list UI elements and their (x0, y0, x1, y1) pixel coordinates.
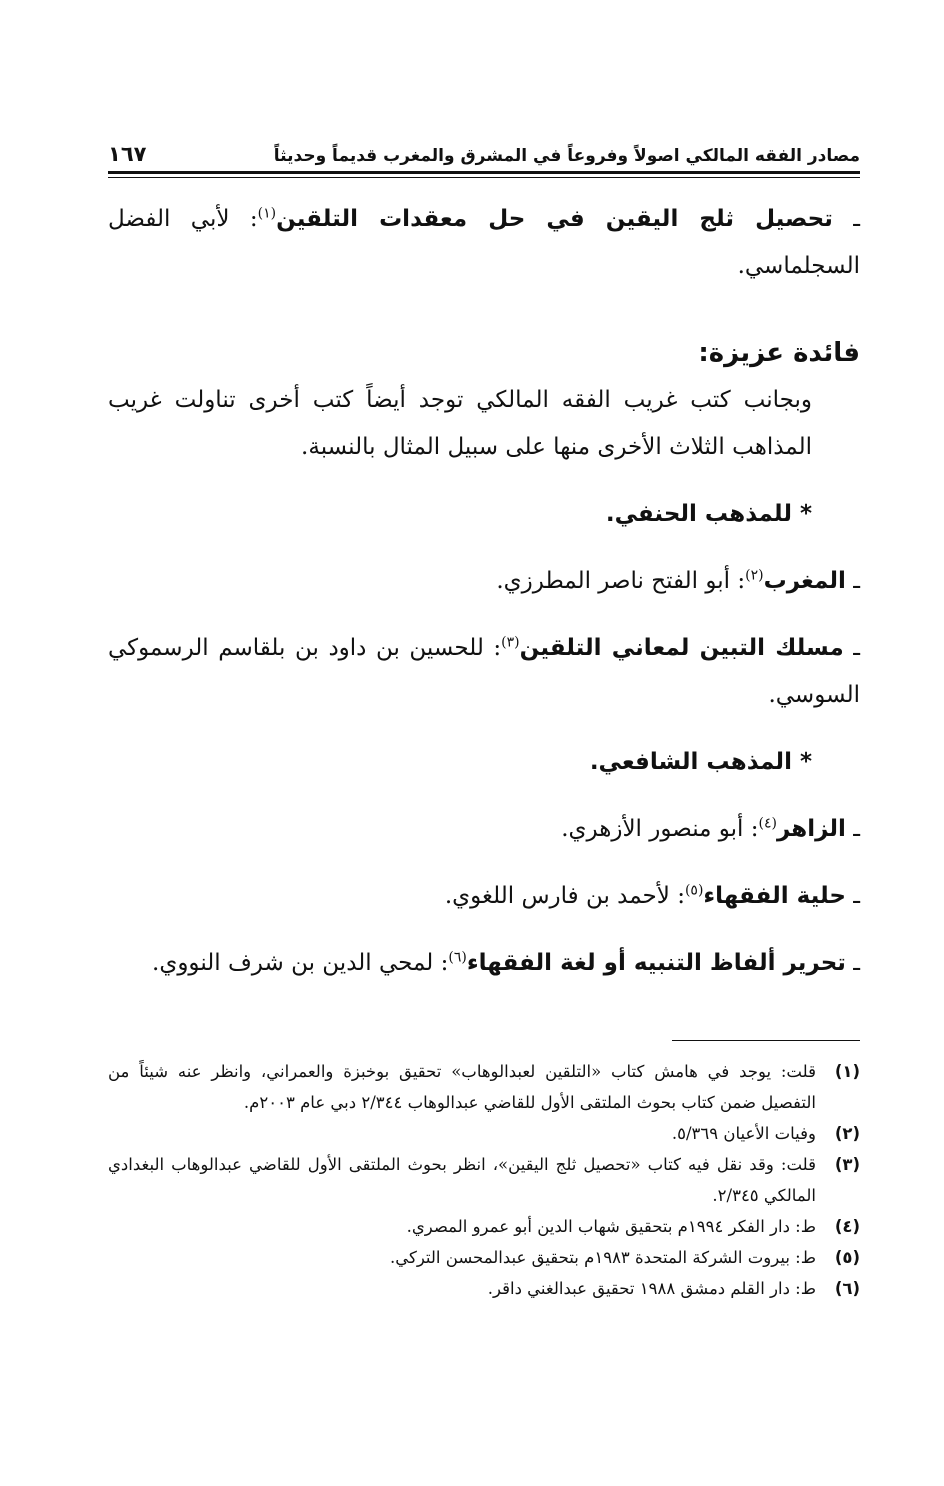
entry-maslak: ـ مسلك التبين لمعاني التلقين$^{(٣)}$: للحسين بن داود بن بلقاسم الرسموكي السوسي. (108, 634, 860, 708)
header-rule-thick (108, 171, 860, 174)
footnote-text: قلت: وقد نقل فيه كتاب «تحصيل ثلج اليقين»، انظر بحوث الملتقى الأول للقاضي عبدالوهاب البغدادي المالكي ٢/٣٤٥. (108, 1155, 816, 1205)
entry-hilya: ـ حلية الفقهاء$^{(٥)}$: لأحمد بن فارس اللغوي. (444, 882, 860, 909)
main-text (108, 196, 860, 987)
footnote-ref[interactable]: (٢) (745, 567, 764, 584)
footnote-text: وفيات الأعيان ٥/٣٦٩. (671, 1124, 816, 1143)
footnote-text: ط: دار الفكر ١٩٩٤م بتحقيق شهاب الدين أبو عمرو المصري. (406, 1217, 816, 1236)
footnote (108, 1273, 860, 1304)
entry-title: مسلك التبين لمعاني التلقين (519, 635, 844, 661)
footnote (108, 1056, 860, 1118)
footnote-number: (٦) (834, 1279, 860, 1298)
footnote-ref[interactable]: (١) (257, 205, 277, 222)
page-number: ١٦٧ (108, 142, 147, 166)
footnote-ref[interactable]: (٥) (684, 882, 704, 899)
entry-zahir: ـ الزاهر$^{(٤)}$: أبو منصور الأزهري. (561, 815, 860, 842)
footnote (108, 1149, 860, 1211)
footnote-number: (٣) (834, 1155, 860, 1174)
entry-title: الزاهر (776, 816, 846, 842)
footnote-number: (٤) (834, 1217, 860, 1236)
madhab-hanafi: * للمذهب الحنفي. (605, 501, 812, 527)
entry-tahrir: ـ تحرير ألفاظ التنبيه أو لغة الفقهاء$^{(٦)}$: لمحي الدين بن شرف النووي. (152, 949, 860, 976)
header-rule-thin (108, 177, 860, 178)
header-title: مصادر الفقه المالكي اصولاً وفروعاً في المشرق والمغرب قديماً وحديثاً (273, 146, 860, 166)
footnote-separator (672, 1040, 860, 1041)
footnote-text: ط: بيروت الشركة المتحدة ١٩٨٣م بتحقيق عبدالمحسن التركي. (389, 1248, 816, 1267)
footnote-text: ط: دار القلم دمشق ١٩٨٨ تحقيق عبدالغني داقر. (487, 1279, 816, 1298)
footnote-ref[interactable]: (٦) (448, 949, 467, 966)
footnote (108, 1242, 860, 1273)
entry-title: المغرب (763, 568, 846, 594)
footnote (108, 1118, 860, 1149)
footnotes (108, 1056, 860, 1304)
madhab-shafii: * المذهب الشافعي. (589, 749, 812, 775)
footnote-ref[interactable]: (٤) (758, 815, 777, 832)
footnote-number: (٥) (834, 1248, 860, 1267)
paragraph: وبجانب كتب غريب الفقه المالكي توجد أيضاً كتب أخرى تناولت غريب المذاهب الثلاث الأخرى منها على سبيل المثال بالنسبة. (108, 387, 812, 460)
footnote-number: (١) (834, 1062, 860, 1081)
footnote-ref[interactable]: (٣) (501, 634, 520, 651)
footnote-number: (٢) (834, 1124, 860, 1143)
section-heading: فائدة عزيزة: (698, 338, 860, 368)
footnote (108, 1211, 860, 1242)
entry-tahsil: ـ تحصيل ثلج اليقين في حل معقدات التلقين$^{(١)}$: لأبي الفضل السجلماسي. (108, 205, 860, 279)
entry-title: تحرير ألفاظ التنبيه أو لغة الفقهاء (466, 950, 846, 976)
entry-mughrib: ـ المغرب$^{(٢)}$: أبو الفتح ناصر المطرزي. (496, 567, 860, 594)
running-header (108, 126, 860, 166)
entry-title: تحصيل ثلج اليقين في حل معقدات التلقين (276, 206, 833, 232)
entry-title: حلية الفقهاء (703, 883, 846, 909)
footnote-text: قلت: يوجد في هامش كتاب «التلقين لعبدالوهاب» تحقيق بوخبزة والعمراني، وانظر عنه شيئاً من التفصيل ضمن كتاب بحوث الملتقى الأول للقاضي عبدالوهاب ٢/٣٤٤ دبي عام ٢٠٠٣م. (108, 1062, 816, 1112)
